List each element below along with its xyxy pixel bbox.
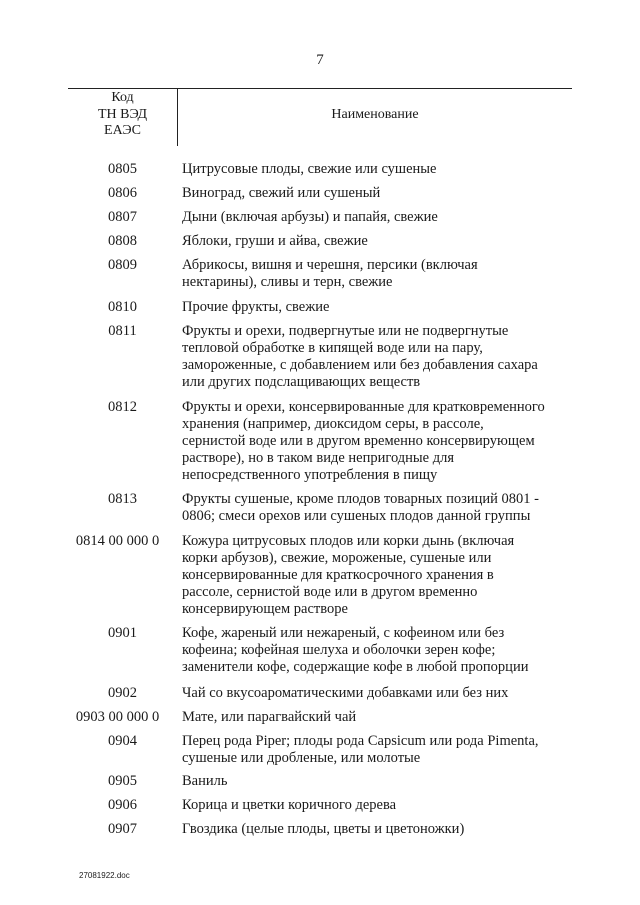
tnved-code: 0813 (108, 491, 137, 507)
tnved-code: 0807 (108, 209, 137, 225)
tnved-code: 0806 (108, 185, 137, 201)
product-name (182, 160, 567, 177)
product-name-line: сушеные или дробленые, или молотые (182, 750, 421, 766)
product-name-line: Яблоки, груши и айва, свежие (182, 233, 368, 249)
tnved-code: 0811 (108, 323, 137, 339)
product-name (182, 732, 567, 766)
tnved-code: 0902 (108, 685, 137, 701)
product-name-line: Прочие фрукты, свежие (182, 299, 330, 315)
code-header-line: ЕАЭС (104, 123, 141, 138)
product-name-line: корки арбузов), свежие, мороженые, сушеные или (182, 550, 492, 566)
tnved-code: 0904 (108, 733, 137, 749)
product-name-line: рассоле, сернистой воде или в другом временно (182, 584, 478, 600)
product-name-line: нектарины), сливы и терн, свежие (182, 274, 393, 290)
product-name (182, 796, 567, 813)
product-name-line: заменители кофе, содержащие кофе в любой пропорции (182, 659, 529, 675)
product-name-line: непосредственного употребления в пищу (182, 467, 438, 483)
product-name (182, 772, 567, 789)
tnved-code: 0905 (108, 773, 137, 789)
product-name-line: сернистой воде или в другом временно консервирующем (182, 433, 535, 449)
product-name-line: Фрукты и орехи, консервированные для кратковременного (182, 399, 545, 415)
tnved-code: 0901 (108, 625, 137, 641)
code-header-line: ТН ВЭД (97, 106, 148, 122)
product-name-line: Мате, или парагвайский чай (182, 709, 357, 725)
tnved-code: 0907 (108, 821, 137, 837)
product-name-line: Абрикосы, вишня и черешня, персики (включая (182, 257, 478, 273)
product-name-line: Дыни (включая арбузы) и папайя, свежие (182, 209, 438, 225)
product-name-line: Фрукты и орехи, подвергнутые или не подвергнутые (182, 323, 509, 339)
product-name (182, 256, 567, 290)
product-name-line: Ваниль (182, 773, 228, 789)
product-name-line: Кофе, жареный или нежареный, с кофеином или без (182, 625, 505, 641)
product-name-line: Гвоздика (целые плоды, цветы и цветоножки) (182, 821, 465, 837)
product-name (182, 322, 567, 390)
product-name-line: растворе), но в таком виде непригодные для (182, 450, 455, 466)
product-name (182, 532, 567, 617)
tnved-code: 0903 00 000 0 (75, 709, 160, 725)
product-name (182, 708, 567, 725)
footer-filename: 27081922.doc (79, 871, 130, 880)
product-name-line: Корица и цветки коричного дерева (182, 797, 397, 813)
product-name-line: Цитрусовые плоды, свежие или сушеные (182, 161, 437, 177)
product-name (182, 232, 567, 249)
product-name-line: Фрукты сушеные, кроме плодов товарных позиций 0801 - (182, 491, 540, 507)
product-name-line: Кожура цитрусовых плодов или корки дынь (включая (182, 533, 515, 549)
product-name-line: 0806; смеси орехов или сушеных плодов данной группы (182, 508, 531, 524)
product-name (182, 208, 567, 225)
product-name-line: или других подслащивающих веществ (182, 374, 421, 390)
product-name (182, 398, 567, 483)
product-name-line: консервирующем растворе (182, 601, 348, 617)
tnved-code: 0810 (108, 299, 137, 315)
tnved-code: 0809 (108, 257, 137, 273)
product-name (182, 298, 567, 315)
product-name-line: замороженные, с добавлением или без добавления сахара (182, 357, 538, 373)
code-header-line: Код (111, 90, 134, 105)
product-name-line: хранения (например, диоксидом серы, в рассоле, (182, 416, 484, 432)
tnved-code: 0805 (108, 161, 137, 177)
tnved-code: 0906 (108, 797, 137, 813)
product-name (182, 684, 567, 701)
product-name-line: тепловой обработке в кипящей воде или на пару, (182, 340, 483, 356)
tnved-code: 0808 (108, 233, 137, 249)
product-name-line: консервированные для краткосрочного хранения в (182, 567, 494, 583)
product-name-line: Виноград, свежий или сушеный (182, 185, 381, 201)
tnved-code: 0814 00 000 0 (75, 533, 160, 549)
tnved-code: 0812 (108, 399, 137, 415)
product-name-line: Чай со вкусоароматическими добавками или без них (182, 685, 509, 701)
product-name (182, 624, 567, 675)
product-name-line: кофеина; кофейная шелуха и оболочки зерен кофе; (182, 642, 496, 658)
name-column-header: Наименование (331, 107, 419, 122)
product-name (182, 490, 567, 524)
product-name (182, 820, 567, 837)
product-name-line: Перец рода Piper; плоды рода Capsicum или рода Pimenta, (182, 733, 539, 749)
page-number: 7 (316, 52, 324, 68)
product-name (182, 184, 567, 201)
